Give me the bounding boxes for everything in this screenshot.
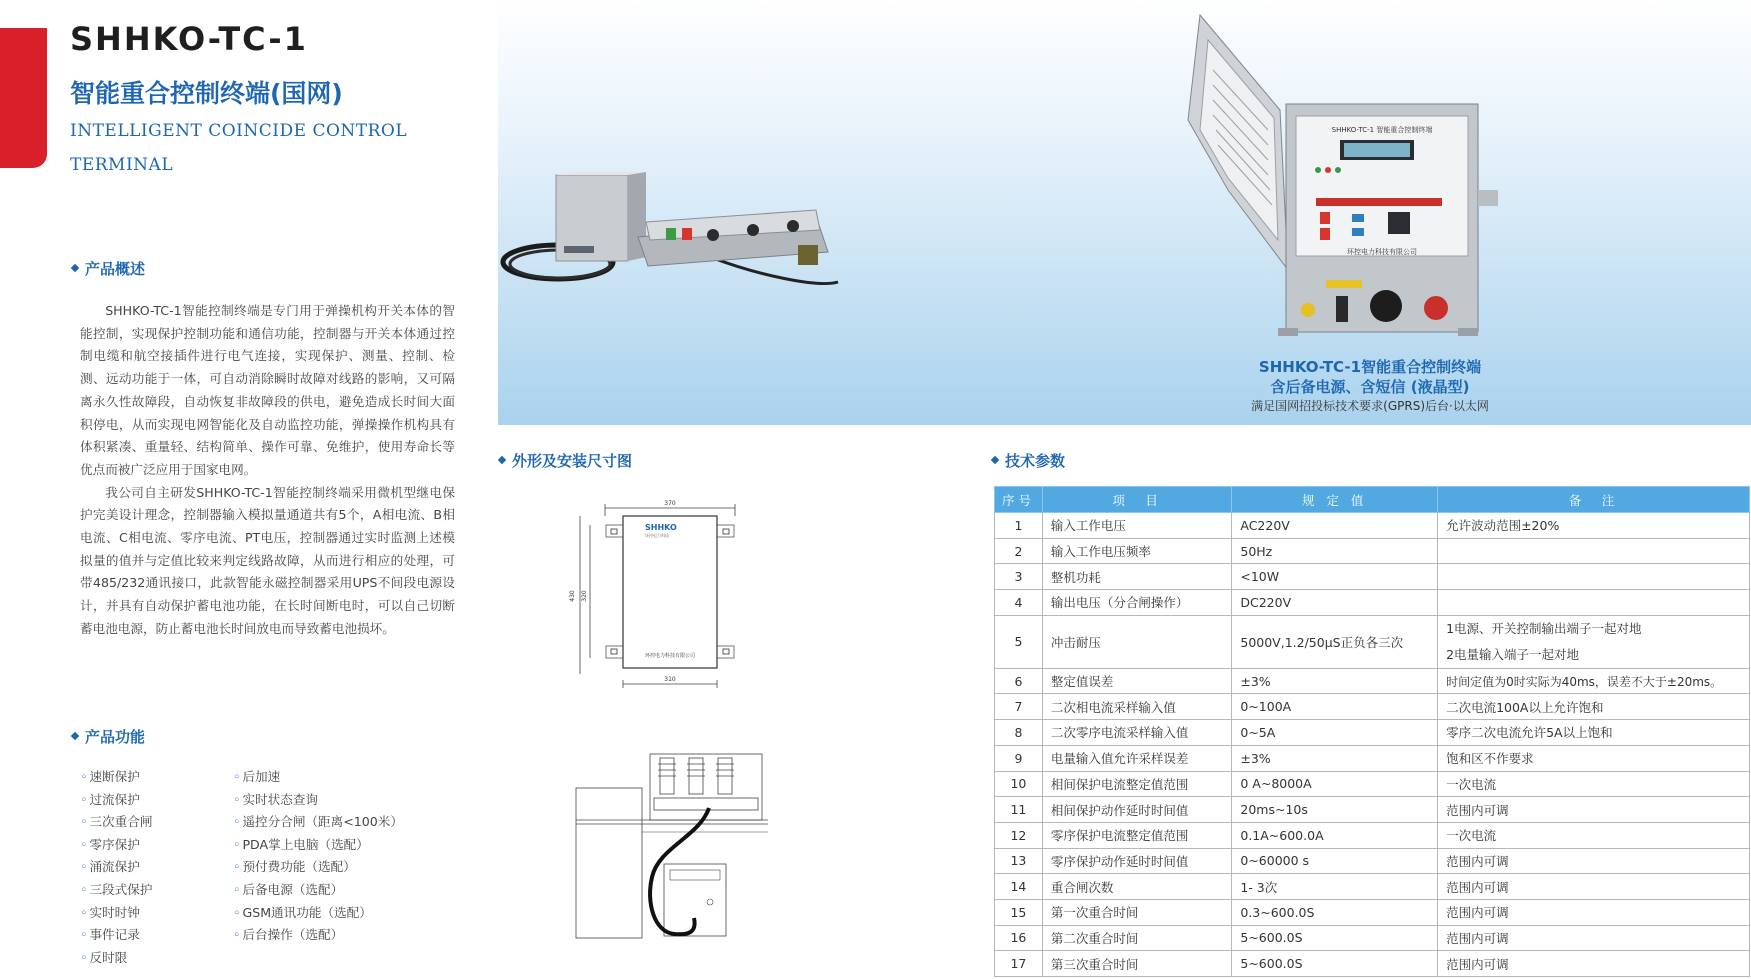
specs-table: [994, 486, 1750, 977]
col-header-no: 序号: [995, 487, 1043, 513]
cell-value: DC220V: [1232, 590, 1438, 616]
function-item: ◦ 后备电源（选配）: [233, 879, 403, 902]
cell-remark: 一次电流: [1438, 771, 1750, 797]
table-row: [995, 720, 1750, 746]
dim-brand-logo: SHHKO: [645, 523, 677, 532]
function-item: ◦ 实时状态查询: [233, 789, 403, 812]
dim-company: 环控电力科技有限公司: [644, 653, 696, 659]
cell-value: 0~100A: [1232, 694, 1438, 720]
terminal-cabinet-illustration: [1188, 15, 1498, 336]
cell-no: 7: [995, 694, 1043, 720]
cell-value: 0 A~8000A: [1232, 771, 1438, 797]
function-item: ◦ 后加速: [233, 766, 403, 789]
specs-heading: [992, 450, 1065, 471]
cell-remark: [1438, 615, 1750, 668]
overview-paragraph: 我公司自主研发SHHKO-TC-1智能控制终端采用微机型继电保护完美设计理念，控制器输入模拟量通道共有5个，A相电流、B相电流、C相电流、零序电流、PT电压，控制器通过实时监测上述模拟量的值并与定值比较来判定线路故障，从而进行相应的处理，可带485/232通讯接口，此款智能永磁控制器采用UPS不间段电源设计，并具有自动保护蓄电池功能，在长时间断电时，可以自己切断蓄电池电源，防止蓄电池长时间放电而导致蓄电池损坏。: [80, 484, 455, 636]
cell-item: 第三次重合时间: [1042, 951, 1231, 977]
dim-height-outer: 430: [569, 590, 576, 602]
cell-remark: 范围内可调: [1438, 951, 1750, 977]
hero-banner: [498, 0, 1751, 425]
col-header-item: 项 目: [1042, 487, 1231, 513]
function-item: ◦ PDA掌上电脑（选配）: [233, 834, 403, 857]
cell-no: 14: [995, 874, 1043, 900]
table-row: [995, 668, 1750, 694]
table-row: [995, 951, 1750, 977]
function-item: ◦ 预付费功能（选配）: [233, 856, 403, 879]
table-row: [995, 590, 1750, 616]
cell-no: 11: [995, 797, 1043, 823]
bullet-diamond-icon: [71, 263, 79, 271]
cell-value: 0~60000 s: [1232, 848, 1438, 874]
dim-width-bottom: 310: [664, 676, 676, 683]
cell-remark: 范围内可调: [1438, 925, 1750, 951]
cell-value: ±3%: [1232, 745, 1438, 771]
function-item: ◦ 后台操作（选配）: [233, 924, 403, 947]
dimension-drawing: [570, 496, 770, 696]
cell-item: 第一次重合时间: [1042, 899, 1231, 925]
overview-text: [80, 300, 455, 641]
cell-value: 5~600.0S: [1232, 925, 1438, 951]
cell-remark: [1438, 538, 1750, 564]
cell-remark: 饱和区不作要求: [1438, 745, 1750, 771]
dim-height-inner: 320: [581, 590, 588, 602]
function-item: ◦ 实时时钟: [80, 902, 152, 925]
cell-remark: 允许波动范围±20%: [1438, 513, 1750, 539]
cell-value: 0.1A~600.0A: [1232, 822, 1438, 848]
cell-value: 1- 3次: [1232, 874, 1438, 900]
cell-no: 4: [995, 590, 1043, 616]
dimensions-heading: [499, 450, 632, 471]
product-illustration: [498, 0, 1751, 425]
function-item: ◦ 涌流保护: [80, 856, 152, 879]
cell-no: 9: [995, 745, 1043, 771]
caption-line-1: SHHKO-TC-1智能重合控制终端: [1258, 358, 1482, 376]
cell-value: AC220V: [1232, 513, 1438, 539]
cell-no: 1: [995, 513, 1043, 539]
cell-item: 相间保护电流整定值范围: [1042, 771, 1231, 797]
cell-no: 6: [995, 668, 1043, 694]
switch-body-illustration: [638, 210, 828, 266]
table-row: [995, 771, 1750, 797]
installation-drawing: [574, 752, 770, 942]
cell-no: 2: [995, 538, 1043, 564]
cell-value: 5~600.0S: [1232, 951, 1438, 977]
cell-value: 20ms~10s: [1232, 797, 1438, 823]
cell-item: 重合闸次数: [1042, 874, 1231, 900]
cell-item: 电量输入值允许采样误差: [1042, 745, 1231, 771]
cell-no: 5: [995, 615, 1043, 668]
cell-no: 13: [995, 848, 1043, 874]
table-row: [995, 822, 1750, 848]
cell-remark: 时间定值为0时实际为40ms，误差不大于±20ms。: [1438, 668, 1750, 694]
cell-no: 15: [995, 899, 1043, 925]
cell-item: 二次相电流采样输入值: [1042, 694, 1231, 720]
cell-item: 二次零序电流采样输入值: [1042, 720, 1231, 746]
cell-item: 零序保护动作延时时间值: [1042, 848, 1231, 874]
cell-item: 冲击耐压: [1042, 615, 1231, 668]
cell-remark: 范围内可调: [1438, 874, 1750, 900]
function-item: ◦ 遥控分合闸（距离<100米）: [233, 811, 403, 834]
cell-value: 5000V,1.2/50μS正负各三次: [1232, 615, 1438, 668]
function-item: ◦ 速断保护: [80, 766, 152, 789]
overview-heading-text: 产品概述: [85, 260, 146, 278]
function-item: ◦ 三段式保护: [80, 879, 152, 902]
cell-no: 17: [995, 951, 1043, 977]
table-row: [995, 745, 1750, 771]
cell-remark: 一次电流: [1438, 822, 1750, 848]
function-item: ◦ 事件记录: [80, 924, 152, 947]
cell-value: ±3%: [1232, 668, 1438, 694]
table-row: [995, 615, 1750, 668]
col-header-value: 规 定 值: [1232, 487, 1438, 513]
dim-brand-sub: 环控电力科技: [645, 533, 669, 538]
cell-value: 0.3~600.0S: [1232, 899, 1438, 925]
specs-header-row: [995, 487, 1750, 513]
cell-remark: 范围内可调: [1438, 899, 1750, 925]
caption-line-3: 满足国网招投标技术要求(GPRS)后台·以太网: [1251, 399, 1489, 413]
cell-remark: 零序二次电流允许5A以上饱和: [1438, 720, 1750, 746]
cell-no: 3: [995, 564, 1043, 590]
remark-line: 2电量输入端子一起对地: [1446, 646, 1580, 662]
hero-caption: [1200, 357, 1540, 415]
small-control-box-illustration: [556, 172, 646, 261]
table-row: [995, 538, 1750, 564]
table-row: [995, 874, 1750, 900]
cell-no: 12: [995, 822, 1043, 848]
cell-value: <10W: [1232, 564, 1438, 590]
cell-item: 第二次重合时间: [1042, 925, 1231, 951]
functions-heading: [72, 726, 145, 747]
product-title-en: INTELLIGENT COINCIDE CONTROL TERMINAL: [70, 121, 408, 175]
cell-no: 10: [995, 771, 1043, 797]
specs-heading-text: 技术参数: [1005, 452, 1066, 470]
panel-company-text: 环控电力科技有限公司: [1347, 248, 1417, 256]
functions-heading-text: 产品功能: [85, 728, 146, 746]
function-item: ◦ 三次重合闸: [80, 811, 152, 834]
function-item: ◦ 过流保护: [80, 789, 152, 812]
overview-paragraph: SHHKO-TC-1智能控制终端是专门用于弹操机构开关本体的智能控制，实现保护控制功能和通信功能，控制器与开关本体通过控制电缆和航空接插件进行电气连接，实现保护、测量、控制、检测、远动功能于一体，可自动消除瞬时故障对线路的影响，又可隔离永久性故障段，自动恢复非故障段的供电，避免造成长时间大面积停电，从而实现电网智能化及自动监控功能，弹操操作机构具有体积紧凑、重量轻、结构简单、操作可靠、免维护，使用寿命长等优点而被广泛应用于国家电网。: [80, 303, 455, 477]
table-row: [995, 925, 1750, 951]
cell-no: 16: [995, 925, 1043, 951]
caption-line-2: 含后备电源、含短信 (液晶型): [1270, 378, 1470, 396]
table-row: [995, 694, 1750, 720]
dimensions-heading-text: 外形及安装尺寸图: [512, 452, 633, 470]
cell-value: 0~5A: [1232, 720, 1438, 746]
cell-item: 相间保护动作延时时间值: [1042, 797, 1231, 823]
cell-remark: 范围内可调: [1438, 848, 1750, 874]
table-row: [995, 797, 1750, 823]
cell-remark: [1438, 590, 1750, 616]
remark-line: 1电源、开关控制输出端子一起对地: [1446, 620, 1642, 636]
bullet-diamond-icon: [71, 731, 79, 739]
function-item: ◦ 反时限: [80, 947, 152, 970]
function-item: ◦ GSM通讯功能（选配）: [233, 902, 403, 925]
bullet-diamond-icon: [498, 455, 506, 463]
cell-remark: 范围内可调: [1438, 797, 1750, 823]
cell-item: 整机功耗: [1042, 564, 1231, 590]
cell-item: 输入工作电压频率: [1042, 538, 1231, 564]
function-list-col1: [80, 766, 152, 969]
table-row: [995, 848, 1750, 874]
red-accent-tab: [0, 28, 47, 168]
cell-no: 8: [995, 720, 1043, 746]
table-row: [995, 899, 1750, 925]
function-item: ◦ 零序保护: [80, 834, 152, 857]
cell-item: 输出电压（分合闸操作）: [1042, 590, 1231, 616]
bullet-diamond-icon: [991, 455, 999, 463]
cell-remark: [1438, 564, 1750, 590]
model-number: SHHKO-TC-1: [70, 20, 308, 58]
table-row: [995, 513, 1750, 539]
overview-heading: [72, 258, 145, 279]
col-header-remark: 备 注: [1438, 487, 1750, 513]
table-row: [995, 564, 1750, 590]
panel-title-text: SHHKO-TC-1 智能重合控制终端: [1331, 126, 1433, 134]
cell-remark: 二次电流100A以上允许饱和: [1438, 694, 1750, 720]
cell-item: 整定值误差: [1042, 668, 1231, 694]
function-list-col2: [233, 766, 403, 947]
dim-width-top: 370: [664, 500, 676, 507]
cell-item: 零序保护电流整定值范围: [1042, 822, 1231, 848]
product-title-cn: 智能重合控制终端(国网): [70, 79, 343, 108]
cell-item: 输入工作电压: [1042, 513, 1231, 539]
cell-value: 50Hz: [1232, 538, 1438, 564]
